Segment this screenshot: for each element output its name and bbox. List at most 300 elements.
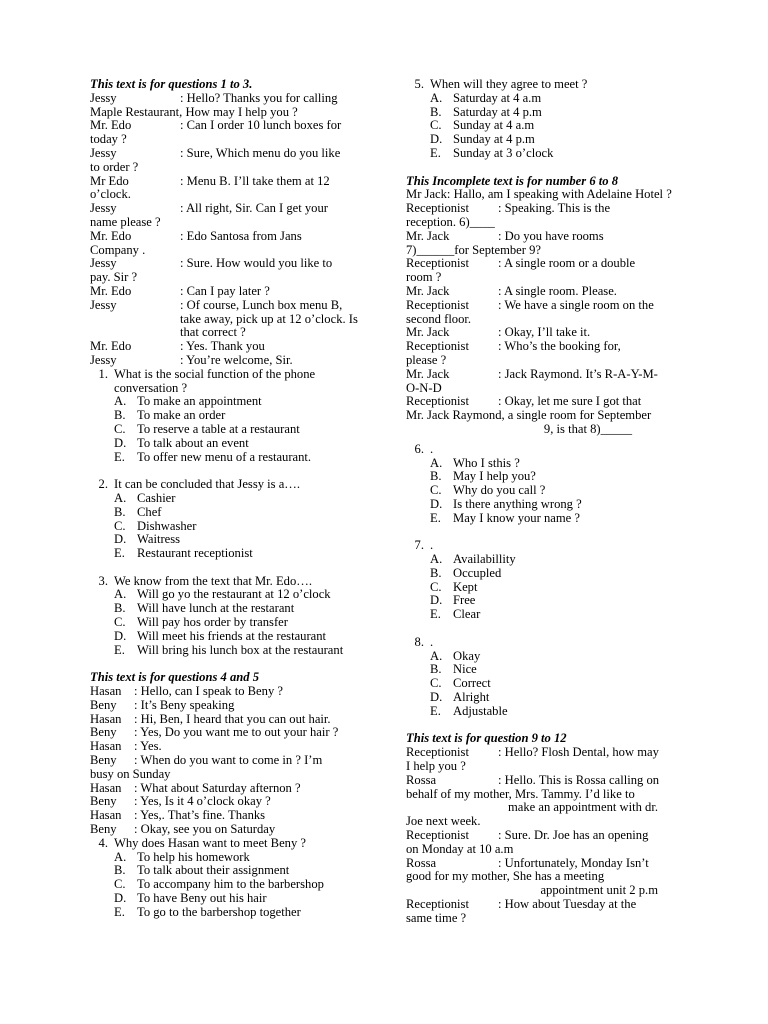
question-2 — [90, 478, 362, 561]
dialog-text: : Okay, let me sure I got that — [498, 394, 642, 409]
option-letter: E. — [430, 607, 441, 622]
question-text: What is the social function of the phone conversation ? — [114, 366, 316, 395]
question-number: 1. — [98, 366, 108, 381]
option-letter: D. — [430, 496, 443, 511]
option-text: Why do you call ? — [453, 483, 546, 498]
dialog-text: : It’s Beny speaking — [134, 697, 235, 712]
speaker-name: Jessy — [90, 256, 117, 271]
section-heading-q1-3: This text is for questions 1 to 3. — [90, 77, 253, 91]
question-number: 2. — [98, 477, 108, 492]
dialog-text: : A single room or a double — [498, 256, 636, 271]
speaker-name: Mr. Edo — [90, 283, 132, 298]
answer-option[interactable] — [114, 492, 362, 506]
question-stem — [406, 636, 678, 650]
answer-option[interactable] — [430, 512, 678, 526]
answer-options — [114, 851, 362, 920]
answer-option[interactable] — [114, 644, 362, 658]
question-text: We know from the text that Mr. Edo…. — [114, 573, 313, 588]
question-3 — [90, 575, 362, 658]
question-8 — [406, 636, 678, 719]
dialog-text: : Hello. This is Rossa calling on — [498, 772, 660, 787]
option-letter: E. — [430, 703, 441, 718]
option-text: Adjustable — [453, 703, 508, 718]
option-text: To help his homework — [137, 849, 250, 864]
option-text: Occupled — [453, 565, 502, 580]
option-letter: B. — [430, 565, 442, 580]
answer-option[interactable] — [430, 705, 678, 719]
option-text: To make an order — [137, 408, 226, 423]
section-heading-q4-5: This text is for questions 4 and 5 — [90, 670, 259, 685]
option-text: To go to the barbershop together — [137, 904, 301, 919]
answer-option[interactable] — [114, 878, 362, 892]
answer-option[interactable] — [430, 677, 678, 691]
dialog-text: : Can I pay later ? — [180, 283, 270, 298]
speaker-name — [406, 884, 498, 898]
dialog-line — [90, 754, 362, 782]
option-text: Nice — [453, 662, 477, 677]
dialog-text: : When do you want to come in ? I’m — [134, 753, 323, 768]
question-7 — [406, 539, 678, 622]
option-letter: A. — [430, 552, 443, 567]
section-heading-q6-8: This Incomplete text is for number 6 to 8 — [406, 173, 619, 188]
speaker-name: Rossa — [406, 855, 437, 870]
question-stem — [406, 78, 678, 92]
speaker-name: Jessy — [90, 90, 117, 105]
dialog-continuation: second floor. — [406, 311, 472, 326]
speaker-name: Jessy — [90, 352, 117, 367]
option-text: Free — [453, 593, 476, 608]
option-letter: B. — [430, 104, 442, 119]
dialog-text: : Sure. Dr. Joe has an opening — [498, 828, 649, 843]
dialog-line — [90, 823, 362, 837]
dialog-line — [90, 202, 362, 230]
speaker-name: Hasan — [90, 780, 122, 795]
dialog-line — [406, 801, 678, 829]
option-letter: A. — [430, 455, 443, 470]
option-text: Will bring his lunch box at the restaurant — [137, 642, 344, 657]
option-text: Sunday at 3 o’clock — [453, 145, 554, 160]
dialog-line — [406, 746, 678, 774]
option-text: To talk about an event — [137, 435, 249, 450]
answer-options — [430, 553, 678, 622]
speaker-name: Mr. Jack — [406, 283, 450, 298]
dialog-text: : Sure, Which menu do you like — [180, 145, 341, 160]
answer-option[interactable] — [430, 147, 678, 161]
option-letter: A. — [430, 648, 443, 663]
option-letter: D. — [114, 435, 127, 450]
dialog-text: : A single room. Please. — [498, 283, 617, 298]
option-text: Is there anything wrong ? — [453, 496, 582, 511]
answer-options — [114, 395, 362, 464]
speaker-name: Beny — [90, 697, 117, 712]
answer-option[interactable] — [114, 409, 362, 423]
dialog-line — [90, 257, 362, 285]
dialog-text: : Yes, Is it 4 o’clock okay ? — [134, 794, 271, 809]
speaker-name: Mr. Edo — [90, 118, 132, 133]
speaker-name: Mr. Jack — [406, 325, 450, 340]
dialog-text: : Sure. How would you like to — [180, 256, 333, 271]
speaker-name: Receptionist — [406, 828, 469, 843]
option-letter: A. — [114, 490, 127, 505]
answer-option[interactable] — [114, 395, 362, 409]
question-text: Why does Hasan want to meet Beny ? — [114, 835, 306, 850]
speaker-name: Mr. Edo — [90, 339, 132, 354]
question-stem — [90, 575, 362, 589]
answer-options — [114, 588, 362, 657]
dialog-line — [90, 809, 362, 823]
option-text: Restaurant receptionist — [137, 546, 253, 561]
dialog-line — [90, 147, 362, 175]
answer-option[interactable] — [114, 533, 362, 547]
dialog-line — [406, 423, 678, 437]
answer-options — [430, 457, 678, 526]
option-letter: E. — [430, 510, 441, 525]
dialog-text: : We have a single room on the — [498, 297, 654, 312]
answer-option[interactable] — [430, 484, 678, 498]
option-letter: E. — [430, 145, 441, 160]
answer-option[interactable] — [430, 663, 678, 677]
answer-option[interactable] — [114, 864, 362, 878]
option-letter: D. — [430, 132, 443, 147]
dialog-text: : Okay, I’ll take it. — [498, 325, 591, 340]
answer-option[interactable] — [114, 630, 362, 644]
dialog-continuation: reception. 6)____ — [406, 214, 495, 229]
answer-option[interactable] — [430, 119, 678, 133]
answer-options — [430, 650, 678, 719]
answer-option[interactable] — [430, 457, 678, 471]
dialog-continuation: name please ? — [90, 214, 161, 229]
dialog-continuation: please ? — [406, 352, 447, 367]
option-letter: D. — [430, 593, 443, 608]
dialog-text: : Jack Raymond. It’s R-A-Y-M- — [498, 366, 658, 381]
option-text: Dishwasher — [137, 518, 197, 533]
option-text: Availabillity — [453, 552, 516, 567]
option-text: Saturday at 4 p.m — [453, 104, 542, 119]
option-text: Kept — [453, 579, 478, 594]
speaker-name: Jessy — [90, 297, 117, 312]
question-number: 3. — [98, 573, 108, 588]
option-text: Saturday at 4 a.m — [453, 90, 542, 105]
option-text: Alright — [453, 690, 490, 705]
dialog-text: : All right, Sir. Can I get your — [180, 201, 328, 216]
dialog-line — [406, 326, 678, 340]
answer-option[interactable] — [430, 106, 678, 120]
answer-option[interactable] — [114, 906, 362, 920]
option-letter: D. — [114, 891, 127, 906]
dialog-continuation: behalf of my mother, Mrs. Tammy. I’d like to — [406, 786, 635, 801]
speaker-name: Mr Edo — [90, 173, 129, 188]
question-stem — [90, 837, 362, 851]
dialog-continuation: same time ? — [406, 910, 467, 925]
option-letter: B. — [430, 469, 442, 484]
right-column — [406, 78, 678, 926]
answer-option[interactable] — [430, 498, 678, 512]
dialog-line — [406, 884, 678, 898]
dialog-4 — [406, 746, 678, 925]
question-number: 7. — [414, 538, 424, 553]
answer-option[interactable] — [114, 520, 362, 534]
dialog-line — [90, 230, 362, 258]
dialog-line — [90, 119, 362, 147]
option-text: To talk about their assignment — [137, 863, 290, 878]
option-text: Okay — [453, 648, 481, 663]
dialog-text: : Of course, Lunch box menu B, take away, pick up at 12 o’clock. Is that correct ? — [180, 297, 358, 340]
dialog-continuation: good for my mother, She has a meeting — [406, 869, 605, 884]
question-text: When will they agree to meet ? — [430, 77, 588, 91]
dialog-text: : Hi, Ben, I heard that you can out hair. — [134, 711, 331, 726]
speaker-name: Mr. Jack — [406, 366, 450, 381]
answer-option[interactable] — [114, 451, 362, 465]
dialog-line — [406, 368, 678, 396]
dialog-continuation: on Monday at 10 a.m — [406, 841, 514, 856]
speaker-name: Beny — [90, 794, 117, 809]
dialog-line — [406, 829, 678, 857]
dialog-line — [406, 202, 678, 230]
dialog-line — [406, 285, 678, 299]
dialog-2 — [90, 685, 362, 837]
option-letter: C. — [114, 615, 126, 630]
dialog-text: : Hello? Thanks you for calling — [180, 90, 338, 105]
dialog-line — [90, 92, 362, 120]
dialog-text: : Edo Santosa from Jans — [180, 228, 302, 243]
dialog-text: : Can I order 10 lunch boxes for — [180, 118, 342, 133]
dialog-continuation: room ? — [406, 270, 442, 285]
dialog-line — [406, 395, 678, 423]
option-text: Sunday at 4 p.m — [453, 132, 535, 147]
dialog-text: : Menu B. I’ll take them at 12 — [180, 173, 330, 188]
answer-option[interactable] — [430, 581, 678, 595]
dialog-line — [406, 898, 678, 926]
speaker-name: Mr. Edo — [90, 228, 132, 243]
option-letter: D. — [430, 690, 443, 705]
speaker-name: Receptionist — [406, 297, 469, 312]
question-text: . — [430, 634, 434, 649]
option-letter: C. — [430, 483, 442, 498]
dialog-text: : Do you have rooms — [498, 228, 604, 243]
speaker-name: Hasan — [90, 684, 122, 699]
dialog-line — [90, 699, 362, 713]
dialog-text: appointment unit 2 p.m — [540, 883, 658, 898]
option-letter: C. — [114, 518, 126, 533]
question-number: 4. — [98, 835, 108, 850]
dialog-continuation: to order ? — [90, 159, 139, 174]
dialog-line — [406, 230, 678, 258]
option-letter: C. — [114, 421, 126, 436]
speaker-name: Receptionist — [406, 897, 469, 912]
option-letter: A. — [430, 90, 443, 105]
dialog-1 — [90, 92, 362, 368]
answer-option[interactable] — [114, 506, 362, 520]
dialog-line — [90, 713, 362, 727]
dialog-text: : Yes, Do you want me to out your hair ? — [134, 725, 339, 740]
dialog-text: : You’re welcome, Sir. — [180, 352, 293, 367]
question-stem — [406, 539, 678, 553]
speaker-name: Receptionist — [406, 745, 469, 760]
option-text: Cashier — [137, 490, 176, 505]
answer-options — [430, 92, 678, 161]
dialog-line — [406, 857, 678, 885]
dialog-line — [90, 782, 362, 796]
speaker-name: Jessy — [90, 145, 117, 160]
option-text: Will go yo the restaurant at 12 o’clock — [137, 587, 331, 602]
answer-option[interactable] — [430, 470, 678, 484]
option-text: Waitress — [137, 532, 181, 547]
question-text: . — [430, 538, 434, 553]
option-text: Clear — [453, 607, 481, 622]
option-letter: C. — [430, 676, 442, 691]
answer-option[interactable] — [430, 553, 678, 567]
dialog-continuation: Maple Restaurant, How may I help you ? — [90, 104, 298, 119]
answer-option[interactable] — [114, 602, 362, 616]
dialog-continuation: busy on Sunday — [90, 766, 171, 781]
dialog-continuation: today ? — [90, 132, 127, 147]
speaker-name: Jessy — [90, 201, 117, 216]
dialog-line — [406, 299, 678, 327]
answer-option[interactable] — [430, 92, 678, 106]
dialog-text: : How about Tuesday at the — [498, 897, 637, 912]
option-letter: D. — [114, 628, 127, 643]
dialog-continuation: Company . — [90, 242, 146, 257]
speaker-name: Beny — [90, 822, 117, 837]
answer-option[interactable] — [114, 437, 362, 451]
question-1 — [90, 368, 362, 465]
option-letter: A. — [114, 394, 127, 409]
dialog-text: : Okay, see you on Saturday — [134, 822, 276, 837]
option-text: May I help you? — [453, 469, 536, 484]
answer-option[interactable] — [114, 547, 362, 561]
question-stem — [90, 368, 362, 396]
option-text: Who I sthis ? — [453, 455, 520, 470]
speaker-name — [406, 801, 498, 815]
option-text: To have Beny out his hair — [137, 891, 267, 906]
option-letter: E. — [114, 546, 125, 561]
answer-option[interactable] — [114, 892, 362, 906]
option-letter: C. — [430, 579, 442, 594]
dialog-line — [90, 175, 362, 203]
answer-options — [114, 492, 362, 561]
dialog-line — [406, 340, 678, 368]
speaker-name: Rossa — [406, 772, 437, 787]
option-letter: E. — [114, 449, 125, 464]
question-number: 8. — [414, 634, 424, 649]
dialog-text: 9, is that 8)_____ — [543, 421, 633, 436]
option-letter: B. — [114, 601, 126, 616]
answer-option[interactable] — [114, 616, 362, 630]
dialog-continuation: O-N-D — [406, 380, 442, 395]
option-letter: A. — [114, 587, 127, 602]
dialog-3 — [406, 188, 678, 436]
option-text: To reserve a table at a restaurant — [137, 421, 300, 436]
answer-option[interactable] — [114, 588, 362, 602]
question-5 — [406, 78, 678, 161]
answer-option[interactable] — [430, 133, 678, 147]
dialog-text: : Speaking. This is the — [498, 201, 611, 216]
question-text: It can be concluded that Jessy is a…. — [114, 477, 301, 492]
dialog-text: make an appointment with dr. — [507, 800, 658, 815]
dialog-text: : Hello, can I speak to Beny ? — [134, 684, 283, 699]
dialog-text: : Who’s the booking for, — [498, 339, 621, 354]
dialog-text: : What about Saturday afternon ? — [134, 780, 301, 795]
answer-option[interactable] — [114, 851, 362, 865]
option-letter: E. — [114, 904, 125, 919]
speaker-name: Receptionist — [406, 201, 469, 216]
question-stem — [406, 443, 678, 457]
option-letter: B. — [114, 408, 126, 423]
dialog-line — [90, 740, 362, 754]
answer-option[interactable] — [430, 691, 678, 705]
dialog-text: Mr Jack: Hallo, am I speaking with Adelaine Hotel ? — [406, 187, 672, 202]
question-6 — [406, 443, 678, 526]
dialog-text: : Hello? Flosh Dental, how may — [498, 745, 659, 760]
option-letter: B. — [114, 863, 126, 878]
option-text: Chef — [137, 504, 162, 519]
speaker-name: Hasan — [90, 808, 122, 823]
dialog-line — [406, 188, 678, 202]
dialog-line — [90, 795, 362, 809]
option-letter: A. — [114, 849, 127, 864]
option-text: May I know your name ? — [453, 510, 580, 525]
option-text: Will meet his friends at the restaurant — [137, 628, 327, 643]
speaker-name: Receptionist — [406, 394, 469, 409]
option-text: Will pay hos order by transfer — [137, 615, 288, 630]
answer-option[interactable] — [430, 567, 678, 581]
speaker-name: Receptionist — [406, 339, 469, 354]
question-stem — [90, 478, 362, 492]
question-text: . — [430, 441, 434, 456]
dialog-line — [90, 685, 362, 699]
option-text: To offer new menu of a restaurant. — [137, 449, 312, 464]
option-text: Will have lunch at the restarant — [137, 601, 295, 616]
dialog-line — [90, 354, 362, 368]
speaker-name: Beny — [90, 753, 117, 768]
dialog-text: : Unfortunately, Monday Isn’t — [498, 855, 649, 870]
left-column — [90, 78, 362, 920]
option-letter: B. — [430, 662, 442, 677]
option-letter: C. — [430, 118, 442, 133]
option-text: To make an appointment — [137, 394, 262, 409]
speaker-name: Beny — [90, 725, 117, 740]
dialog-continuation: o’clock. — [90, 187, 131, 202]
option-letter: C. — [114, 877, 126, 892]
dialog-continuation: I help you ? — [406, 759, 466, 774]
speaker-name — [406, 423, 498, 437]
answer-option[interactable] — [114, 423, 362, 437]
option-text: To accompany him to the barbershop — [137, 877, 324, 892]
answer-option[interactable] — [430, 594, 678, 608]
dialog-continuation: Mr. Jack Raymond, a single room for September — [406, 408, 652, 423]
option-text: Correct — [453, 676, 491, 691]
speaker-name: Hasan — [90, 739, 122, 754]
answer-option[interactable] — [430, 650, 678, 664]
question-4 — [90, 837, 362, 920]
question-number: 6. — [414, 441, 424, 456]
speaker-name: Mr. Jack — [406, 228, 450, 243]
dialog-line — [90, 340, 362, 354]
dialog-line — [406, 774, 678, 802]
dialog-line — [90, 726, 362, 740]
answer-option[interactable] — [430, 608, 678, 622]
speaker-name: Hasan — [90, 711, 122, 726]
section-heading-q9-12: This text is for question 9 to 12 — [406, 731, 567, 746]
dialog-line — [406, 257, 678, 285]
dialog-continuation: pay. Sir ? — [90, 270, 138, 285]
question-number: 5. — [414, 77, 424, 91]
dialog-line — [90, 285, 362, 299]
option-letter: E. — [114, 642, 125, 657]
dialog-text: : Yes. Thank you — [180, 339, 265, 354]
dialog-line — [90, 299, 362, 340]
dialog-continuation: Joe next week. — [406, 814, 481, 829]
